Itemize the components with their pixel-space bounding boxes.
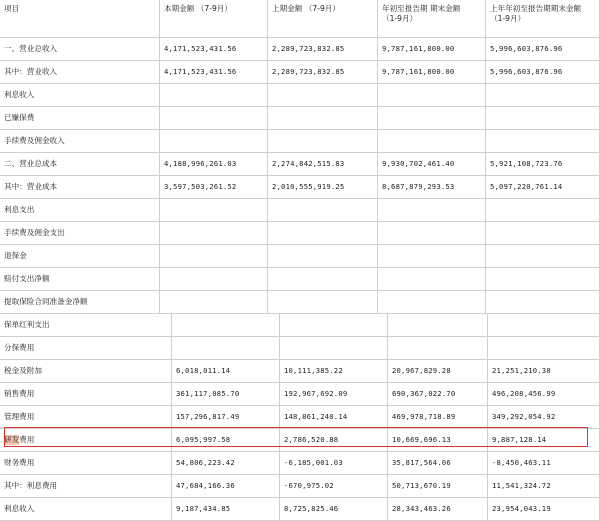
value-cell — [488, 337, 600, 360]
column-header-label: 本期金额 （7-9月） — [164, 4, 232, 13]
column-header-label: （1-9月） — [382, 14, 418, 23]
value-cell: 349,292,054.92 — [488, 406, 600, 429]
value-cell — [388, 337, 488, 360]
table-row — [0, 176, 600, 199]
table-row — [0, 337, 600, 360]
table-row — [0, 61, 600, 84]
value-cell — [486, 199, 600, 222]
table-row — [0, 130, 600, 153]
table-row — [0, 222, 600, 245]
value-cell: 8,725,825.46 — [280, 498, 388, 521]
value-cell — [160, 199, 268, 222]
value-cell: 21,251,210.38 — [488, 360, 600, 383]
value-cell — [172, 314, 280, 337]
table-row — [0, 268, 600, 291]
value-cell — [160, 291, 268, 314]
row-label: 二、营业总成本 — [0, 153, 160, 176]
value-cell — [160, 268, 268, 291]
value-cell — [378, 222, 486, 245]
value-cell — [280, 314, 388, 337]
value-cell: 361,117,085.70 — [172, 383, 280, 406]
value-cell — [268, 291, 378, 314]
value-cell — [486, 130, 600, 153]
value-cell — [160, 84, 268, 107]
value-cell — [486, 268, 600, 291]
value-cell: 20,967,829.28 — [388, 360, 488, 383]
row-label: 保单红利支出 — [0, 314, 172, 337]
value-cell — [160, 130, 268, 153]
text-rest: 费用 — [19, 435, 35, 444]
row-label: 已赚保费 — [0, 107, 160, 130]
column-header — [268, 0, 378, 38]
value-cell: 2,010,555,919.25 — [268, 176, 378, 199]
row-label: 手续费及佣金收入 — [0, 130, 160, 153]
value-cell: 5,996,603,876.96 — [486, 38, 600, 61]
table-row — [0, 38, 600, 61]
row-label: 提取保险合同准备金净额 — [0, 291, 160, 314]
column-header — [0, 0, 160, 38]
value-cell: -670,975.02 — [280, 475, 388, 498]
table-row — [0, 199, 600, 222]
value-cell — [388, 314, 488, 337]
row-label: 分保费用 — [0, 337, 172, 360]
value-cell: 10,669,696.13 — [388, 429, 488, 452]
value-cell: 50,713,670.19 — [388, 475, 488, 498]
table-row — [0, 383, 600, 406]
value-cell — [486, 291, 600, 314]
row-label: 其中：营业成本 — [0, 176, 160, 199]
value-cell: 5,996,603,876.96 — [486, 61, 600, 84]
value-cell — [378, 245, 486, 268]
value-cell — [486, 107, 600, 130]
value-cell — [488, 314, 600, 337]
value-cell: 9,787,161,800.00 — [378, 38, 486, 61]
value-cell — [268, 199, 378, 222]
value-cell — [268, 245, 378, 268]
value-cell: 3,597,503,261.52 — [160, 176, 268, 199]
value-cell: 8,687,879,293.53 — [378, 176, 486, 199]
value-cell: 157,296,817.49 — [172, 406, 280, 429]
row-label: 财务费用 — [0, 452, 172, 475]
table-row — [0, 153, 600, 176]
column-header — [378, 0, 486, 38]
value-cell: 9,930,702,461.40 — [378, 153, 486, 176]
value-cell — [172, 337, 280, 360]
row-label: 退保金 — [0, 245, 160, 268]
value-cell: 4,171,523,431.56 — [160, 38, 268, 61]
row-label: 其中：利息费用 — [0, 475, 172, 498]
table-header-row — [0, 0, 600, 38]
row-label: 利息支出 — [0, 199, 160, 222]
column-header-label: 年初至报告期 期末金额 — [382, 4, 461, 13]
value-cell: 4,188,996,261.03 — [160, 153, 268, 176]
row-label: 销售费用 — [0, 383, 172, 406]
table-row — [0, 107, 600, 130]
value-cell: 28,343,463.26 — [388, 498, 488, 521]
value-cell — [268, 268, 378, 291]
row-label: 管理费用 — [0, 406, 172, 429]
row-label: 其中：营业收入 — [0, 61, 160, 84]
value-cell: 2,289,723,832.85 — [268, 38, 378, 61]
value-cell: 9,787,161,800.00 — [378, 61, 486, 84]
row-label: 赔付支出净额 — [0, 268, 160, 291]
value-cell: -8,450,463.11 — [488, 452, 600, 475]
value-cell: 23,954,043.19 — [488, 498, 600, 521]
value-cell: 9,187,434.85 — [172, 498, 280, 521]
value-cell — [280, 337, 388, 360]
value-cell — [378, 291, 486, 314]
value-cell: 10,111,385.22 — [280, 360, 388, 383]
value-cell — [268, 222, 378, 245]
table-row — [0, 314, 600, 337]
column-header-label: （1-9月） — [490, 14, 526, 23]
table-row — [0, 406, 600, 429]
value-cell — [268, 107, 378, 130]
value-cell: 690,367,022.70 — [388, 383, 488, 406]
value-cell — [378, 199, 486, 222]
value-cell — [160, 245, 268, 268]
text-highlight: 研发 — [4, 435, 20, 444]
column-header — [486, 0, 600, 38]
table-row — [0, 475, 600, 498]
value-cell — [486, 222, 600, 245]
value-cell — [268, 130, 378, 153]
value-cell: 469,978,718.89 — [388, 406, 488, 429]
value-cell: 11,541,324.72 — [488, 475, 600, 498]
value-cell: 496,208,456.99 — [488, 383, 600, 406]
value-cell: -6,185,001.03 — [280, 452, 388, 475]
column-header — [160, 0, 268, 38]
value-cell — [268, 84, 378, 107]
row-label: 利息收入 — [0, 498, 172, 521]
column-header-label: 上年年初至报告期期末金额 — [490, 4, 582, 13]
row-label: 税金及附加 — [0, 360, 172, 383]
value-cell — [378, 268, 486, 291]
row-label: 手续费及佣金支出 — [0, 222, 160, 245]
value-cell: 5,921,108,723.76 — [486, 153, 600, 176]
value-cell — [160, 222, 268, 245]
value-cell — [378, 84, 486, 107]
value-cell — [486, 245, 600, 268]
column-header-label: 上期金额 （7-9月） — [272, 4, 340, 13]
highlight-box — [4, 427, 588, 447]
value-cell: 192,967,692.09 — [280, 383, 388, 406]
value-cell: 6,018,011.14 — [172, 360, 280, 383]
value-cell: 2,274,842,515.83 — [268, 153, 378, 176]
value-cell — [378, 107, 486, 130]
row-label: 利息收入 — [0, 84, 160, 107]
value-cell: 35,817,564.06 — [388, 452, 488, 475]
value-cell: 4,171,523,431.56 — [160, 61, 268, 84]
value-cell: 6,095,997.58 — [172, 429, 280, 452]
row-label: 一、营业总收入 — [0, 38, 160, 61]
value-cell: 54,806,223.42 — [172, 452, 280, 475]
value-cell — [160, 107, 268, 130]
value-cell: 5,097,220,761.14 — [486, 176, 600, 199]
table-row — [0, 245, 600, 268]
value-cell: 47,684,166.36 — [172, 475, 280, 498]
value-cell: 2,786,520.88 — [280, 429, 388, 452]
table-row — [0, 84, 600, 107]
value-cell: 148,861,240.14 — [280, 406, 388, 429]
column-header-label: 项目 — [4, 4, 20, 13]
value-cell — [378, 130, 486, 153]
table-row — [0, 452, 600, 475]
value-cell — [486, 84, 600, 107]
table-row — [0, 360, 600, 383]
value-cell: 2,289,723,832.85 — [268, 61, 378, 84]
table-row — [0, 291, 600, 314]
value-cell: 9,887,128.14 — [488, 429, 600, 452]
